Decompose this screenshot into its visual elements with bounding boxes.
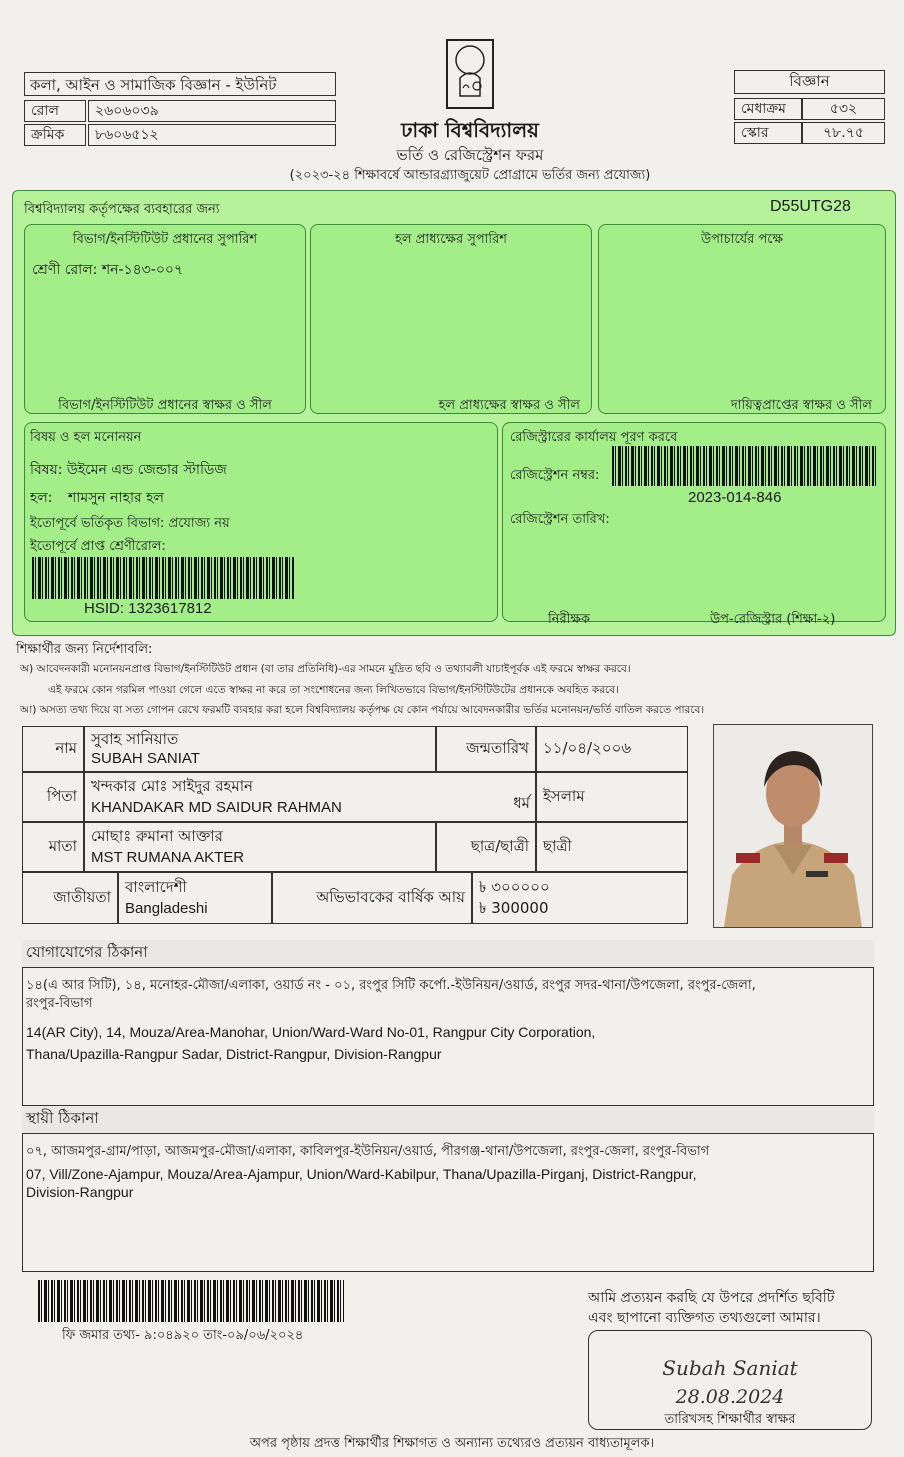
gender-label: ছাত্র/ছাত্রী <box>436 822 536 872</box>
hall-provost-box <box>310 224 592 414</box>
instructions-title: শিক্ষার্থীর জন্য নির্দেশাবলি: <box>16 642 153 657</box>
mother-bn: মোছাঃ রুমানা আক্তার <box>91 827 223 845</box>
name-label: নাম <box>22 726 84 772</box>
declaration-line-1: আমি প্রত্যয়ন করছি যে উপরে প্রদর্শিত ছবিটি <box>588 1290 835 1306</box>
prev-dept: ইতোপূর্বে ভর্তিকৃত বিভাগ: প্রযোজ্য নয় <box>30 516 230 531</box>
registration-barcode <box>612 446 876 486</box>
contact-bn-2: রংপুর-বিভাগ <box>26 996 93 1011</box>
dept-head-sign: বিভাগ/ইনস্টিটিউট প্রধানের স্বাক্ষর ও সীল <box>58 398 272 413</box>
score-label: স্কোর <box>734 122 802 144</box>
fee-info: ফি জমার তথ্য- ৯:০৪৯২০ তাং-০৯/০৬/২০২৪ <box>62 1328 304 1343</box>
registrar-title: রেজিস্ট্রারের কার্যালয় পূরণ করবে <box>510 430 678 445</box>
reg-date-label: রেজিস্ট্রেশন তারিখ: <box>510 512 610 527</box>
sign-date: 28.08.2024 <box>675 1386 785 1408</box>
score-value: ৭৮.৭৫ <box>802 122 885 144</box>
income-label: অভিভাবকের বার্ষিক আয় <box>272 872 472 924</box>
office-use-title: বিশ্ববিদ্যালয় কর্তৃপক্ষের ব্যবহারের জন্য <box>24 202 220 217</box>
permanent-address-title: স্থায়ী ঠিকানা <box>22 1106 874 1134</box>
signature: Subah Saniat <box>662 1356 798 1380</box>
inspector: নিরীক্ষক <box>548 612 590 627</box>
permanent-en-1: 07, Vill/Zone-Ajampur, Mouza/Area-Ajampur, Union/Ward-Kabilpur, Thana/Upazilla-Pirganj, District-Rangpur, <box>26 1166 697 1182</box>
permanent-bn-1: ০৭, আজমপুর-গ্রাম/পাড়া, আজমপুর-মৌজা/এলাকা, কাবিলপুর-ইউনিয়ন/ওয়ার্ড, পীরগঞ্জ-থানা/উপজেলা, রংপুর-জেলা, রংপুর-বিভাগ <box>26 1144 710 1159</box>
religion-label: ধর্ম <box>513 794 530 812</box>
university-seal-icon <box>445 38 495 110</box>
instruction-line-1: অ) আবেদনকারী মনোনয়নপ্রাপ্ত বিভাগ/ইনস্টিটিউট প্রধান (বা তার প্রতিনিধি)-এর সামনে মুদ্রিত ছবি ও তথ্যাবলী যাচাইপূর্বক এই ফরমে স্বাক্ষর করবে। <box>20 663 631 675</box>
subject: বিষয়: উইমেন এন্ড জেন্ডার স্টাডিজ <box>30 462 227 478</box>
class-roll: শ্রেণী রোল: শন-১৪৩-০০৭ <box>32 262 184 278</box>
vc-box <box>598 224 886 414</box>
student-photo <box>713 724 873 928</box>
hall-provost-title: হল প্রাধ্যক্ষের সুপারিশ <box>395 232 507 247</box>
income-en: ৳ 300000 <box>479 899 549 917</box>
hsid-barcode <box>32 557 294 599</box>
merit-value: ৫৩২ <box>802 98 885 120</box>
nationality-bn: বাংলাদেশী <box>125 878 187 896</box>
serial-label: ক্রমিক <box>24 124 86 146</box>
form-title: ভর্তি ও রেজিস্ট্রেশন ফরম <box>396 146 544 164</box>
university-name: ঢাকা বিশ্ববিদ্যালয় <box>401 118 539 142</box>
serial-value: ৮৬০৬৫১২ <box>88 124 336 146</box>
dob-label: জন্মতারিখ <box>436 726 536 772</box>
contact-bn-1: ১৪(এ আর সিটি), ১৪, মনোহর-মৌজা/এলাকা, ওয়ার্ড নং - ০১, রংপুর সিটি কর্পো.-ইউনিয়ন/ওয়ার্ড, রংপুর সদর-থানা/উপজেলা, রংপুর-জেলা, <box>26 978 756 993</box>
contact-address-title: যোগাযোগের ঠিকানা <box>22 940 874 968</box>
form-code: D55UTG28 <box>770 198 851 215</box>
unit-label: কলা, আইন ও সামাজিক বিজ্ঞান - ইউনিট <box>30 76 277 94</box>
hall-label: হল: <box>30 490 53 506</box>
hall-provost-sign: হল প্রাধ্যক্ষের স্বাক্ষর ও সীল <box>438 398 580 413</box>
reg-no: 2023-014-846 <box>688 489 782 506</box>
instruction-line-2: এই ফরমে কোন গরমিল পাওয়া গেলে এতে স্বাক্ষর না করে তা সংশোধনের জন্য লিখিতভাবে বিভাগ/ইনস্টিটিউটের প্রধানকে অবহিত করবে। <box>48 684 619 696</box>
contact-en-1: 14(AR City), 14, Mouza/Area-Manohar, Union/Ward-Ward No-01, Rangpur City Corporation, <box>26 1024 596 1040</box>
vc-sign: দায়িত্বপ্রাপ্তের স্বাক্ষর ও সীল <box>730 398 872 413</box>
dob: ১১/০৪/২০০৬ <box>536 726 688 772</box>
father-en: KHANDAKAR MD SAIDUR RAHMAN <box>91 799 342 816</box>
hsid: HSID: 1323617812 <box>84 600 212 617</box>
name-cell <box>84 726 436 772</box>
mother-label: মাতা <box>22 822 84 872</box>
income-cell <box>472 872 688 924</box>
reg-no-label: রেজিস্ট্রেশন নম্বর: <box>510 468 600 483</box>
dept-head-box <box>24 224 306 414</box>
gender: ছাত্রী <box>536 822 688 872</box>
father-bn: খন্দকার মোঃ সাইদুর রহমান <box>91 777 254 795</box>
income-bn: ৳ ৩০০০০০ <box>479 878 550 896</box>
fee-barcode <box>38 1280 344 1322</box>
mother-cell <box>84 822 436 872</box>
bottom-note: অপর পৃষ্ঠায় প্রদত্ত শিক্ষার্থীর শিক্ষাগত ও অন্যান্য তথ্যেরও প্রত্যয়ন বাধ্যতামূলক। <box>249 1436 655 1451</box>
nationality-cell <box>118 872 272 924</box>
dept-head-title: বিভাগ/ইনস্টিটিউট প্রধানের সুপারিশ <box>72 232 258 247</box>
prev-roll: ইতোপূর্বে প্রাপ্ত শ্রেণীরোল: <box>30 539 166 554</box>
name-en: SUBAH SANIAT <box>91 750 200 767</box>
subject-hall-title: বিষয় ও হল মনোনয়ন <box>30 430 142 445</box>
name-bn: সুবাহ সানিয়াত <box>91 730 179 748</box>
permanent-en-2: Division-Rangpur <box>26 1184 134 1200</box>
declaration-line-2: এবং ছাপানো ব্যক্তিগত তথ্যগুলো আমার। <box>588 1310 821 1326</box>
roll-label: রোল <box>24 100 86 122</box>
contact-en-2: Thana/Upazilla-Rangpur Sadar, District-Rangpur, Division-Rangpur <box>26 1046 442 1062</box>
vc-title: উপাচার্যের পক্ষে <box>700 232 784 247</box>
group-value: বিজ্ঞান <box>734 70 885 94</box>
mother-en: MST RUMANA AKTER <box>91 849 245 866</box>
instruction-line-3: আ) অসত্য তথ্য দিয়ে বা সত্য গোপন রেখে ফরমটি ব্যবহার করা হলে বিশ্ববিদ্যালয় কর্তৃপক্ষ যে কোন পর্যায়ে আবেদনকারীর ভর্তির মনোনয়ন/ভর্তি বাতিল করতে পারবে। <box>20 704 705 716</box>
father-cell <box>84 772 536 822</box>
sign-caption: তারিখসহ শিক্ষার্থীর স্বাক্ষর <box>664 1412 796 1427</box>
father-label: পিতা <box>22 772 84 822</box>
hall-name: শামসুন নাহার হল <box>68 490 164 506</box>
nationality-en: Bangladeshi <box>125 900 208 917</box>
roll-value: ২৬০৬০৩৯ <box>88 100 336 122</box>
session-note: (২০২৩-২৪ শিক্ষাবর্ষে আন্ডারগ্র্যাজুয়েট প্রোগ্রামে ভর্তির জন্য প্রযোজ্য) <box>289 168 651 183</box>
nationality-label: জাতীয়তা <box>22 872 118 924</box>
deputy-registrar: উপ-রেজিস্ট্রার (শিক্ষা-২) <box>710 612 836 627</box>
religion: ইসলাম <box>536 772 688 822</box>
merit-label: মেধাক্রম <box>734 98 802 120</box>
